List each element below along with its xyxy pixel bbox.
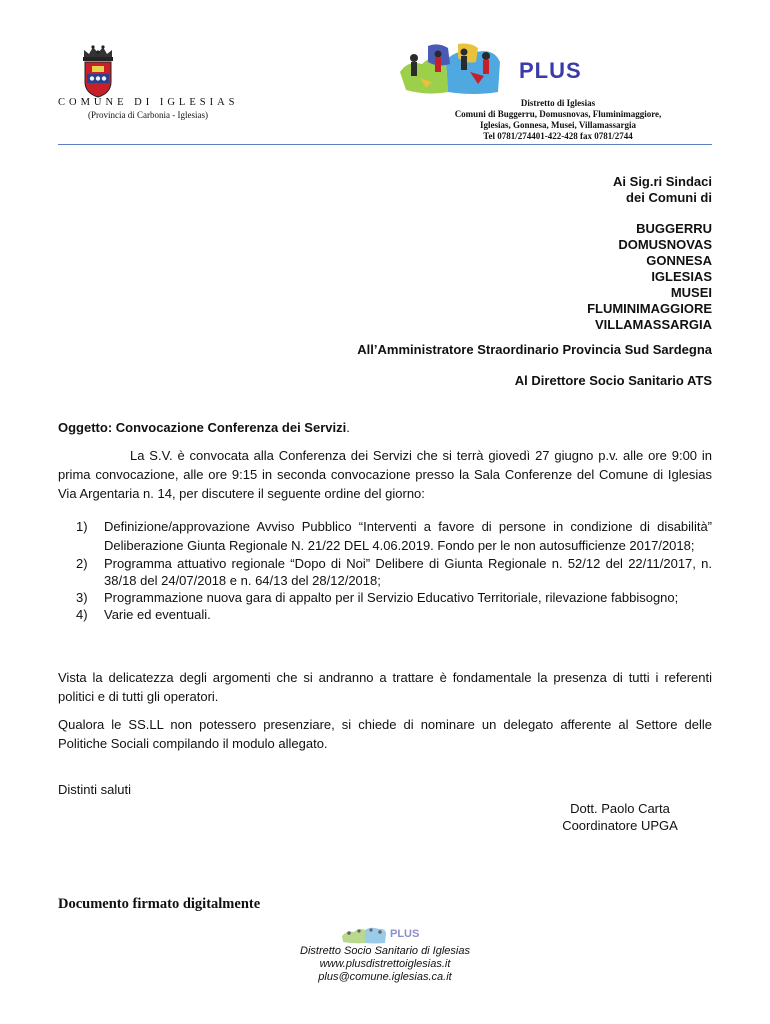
letter-subject: [58, 420, 350, 435]
signer-role: Coordinatore UPGA: [562, 818, 678, 833]
agenda-text: Varie ed eventuali.: [104, 607, 211, 622]
comune-item: DOMUSNOVAS: [618, 237, 712, 252]
agenda-number: 3): [76, 590, 88, 605]
agenda-text: Programma attuativo regionale “Dopo di Noi” Delibere di Giunta Regionale n. 52/12 del 22/11/2017, n. 38/18 del 24/07/2018 e n. 64/13 del 28/12/2018;: [104, 556, 712, 588]
header-divider: [58, 144, 712, 145]
recipients-greeting: [613, 174, 712, 206]
subject-label: Oggetto: Convocazione Conferenza dei Servizi: [58, 420, 347, 435]
signer-name: Dott. Paolo Carta: [570, 801, 670, 816]
footer-email: plus@comune.iglesias.ca.it: [318, 971, 452, 983]
footer-plus-logo-icon: [341, 926, 387, 944]
footer-plus-title: PLUS: [390, 928, 420, 940]
district-info: [408, 98, 708, 142]
comune-item: IGLESIAS: [651, 269, 712, 284]
district-line: Iglesias, Gonnesa, Musei, Villamassargia: [479, 120, 636, 130]
footer-district: Distretto Socio Sanitario di Iglesias: [300, 945, 470, 957]
comune-item: GONNESA: [646, 253, 712, 268]
signature-block: [540, 800, 700, 834]
agenda-number: 2): [76, 556, 88, 571]
agenda-text: Programmazione nuova gara di appalto per il Servizio Educativo Territoriale, rilevazione fabbisogno;: [104, 590, 679, 605]
plus-brand-title: PLUS: [519, 58, 582, 83]
greeting-line: Ai Sig.ri Sindaci: [613, 174, 712, 189]
agenda-text: Definizione/approvazione Avviso Pubblico “Interventi a favore di persone in condizione di disabilità” Deliberazione Giunta Regionale N. 21/22 DEL 4.06.2019. Fondo per le non autosufficienze 2017/2018;: [104, 519, 712, 553]
agenda-item: [76, 606, 712, 623]
intro-text: La S.V. è convocata alla Conferenza dei Servizi che si terrà giovedì 27 giugno p.v. alle ore 9:00 in prima convocazione, alle ore 9:15 in seconda convocazione presso la Sala Conferenze del Comune di Iglesias Via Argentaria n. 14, per discutere il seguente ordine del giorno:: [58, 448, 712, 501]
plus-logo-icon: [398, 42, 503, 96]
agenda-number: 4): [76, 607, 88, 622]
comune-item: BUGGERRU: [636, 221, 712, 236]
footer-contact: [248, 945, 522, 984]
agenda-item: [76, 555, 712, 589]
comune-crest-icon: [78, 44, 118, 98]
vista-paragraph: Vista la delicatezza degli argomenti che si andranno a trattare è fondamentale la presenza di tutti i referenti politici e di tutti gli operatori.: [58, 670, 712, 704]
digital-signature-note: Documento firmato digitalmente: [58, 896, 261, 912]
closing-greeting: Distinti saluti: [58, 782, 131, 797]
agenda-list: [76, 517, 712, 623]
footer-website: www.plusdistrettoiglesias.it: [319, 958, 451, 970]
intro-paragraph: [58, 446, 712, 503]
subject-tail: .: [346, 420, 350, 435]
recipient-administrator: All’Amministratore Straordinario Provincia Sud Sardegna: [357, 342, 712, 357]
qualora-paragraph: Qualora le SS.LL non potessero presenziare, si chiede di nominare un delegato afferente al Settore delle Politiche Sociali compilando il modulo allegato.: [58, 717, 712, 751]
agenda-number: 1): [76, 519, 88, 534]
comune-item: VILLAMASSARGIA: [595, 317, 712, 332]
district-line: Tel 0781/274401-422-428 fax 0781/2744: [483, 131, 633, 141]
greeting-line: dei Comuni di: [626, 190, 712, 205]
district-line: Distretto di Iglesias: [520, 98, 596, 108]
agenda-item: [76, 589, 712, 606]
comune-item: MUSEI: [670, 285, 712, 300]
recipient-ats-director: Al Direttore Socio Sanitario ATS: [514, 373, 712, 388]
comune-subtitle: (Provincia di Carbonia - Iglesias): [88, 110, 208, 120]
comune-item: FLUMINIMAGGIORE: [587, 301, 712, 316]
recipients-comuni-list: [587, 221, 712, 333]
agenda-item: [76, 517, 712, 555]
comune-title: COMUNE DI IGLESIAS: [58, 97, 239, 108]
district-line: Comuni di Buggerru, Domusnovas, Fluminimaggiore,: [454, 109, 662, 119]
